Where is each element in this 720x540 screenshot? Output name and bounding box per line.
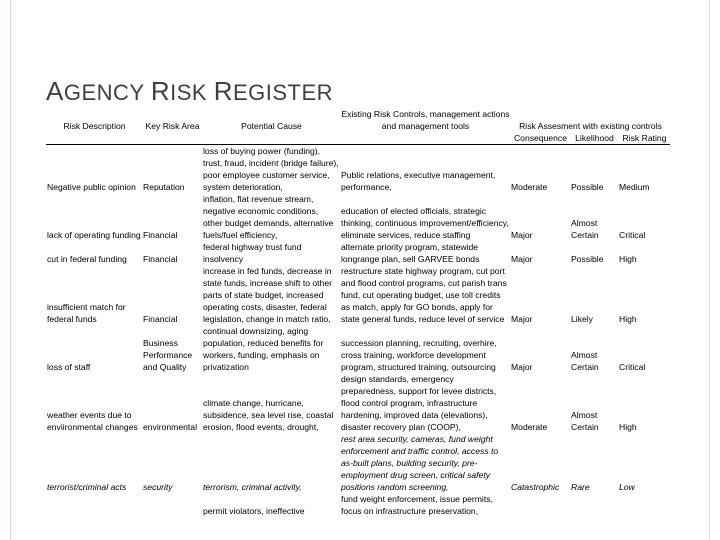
header-risk-rating: Risk Rating: [618, 132, 670, 145]
cell-risk-rating: [618, 493, 670, 517]
table-row: [46, 265, 670, 325]
cell-likelihood: Possible: [571, 254, 604, 264]
cell-existing-controls: alternate priority program, statewide longrange plan, sell GARVEE bonds: [341, 242, 480, 264]
cell-likelihood: Rare: [571, 482, 590, 492]
cell-risk-description: cut in federal funding: [47, 254, 127, 264]
table-row: [46, 433, 670, 493]
header-consequence: Consequence: [510, 132, 570, 145]
cell-likelihood: [570, 493, 618, 517]
cell-risk-description: lack of operating funding: [47, 230, 141, 240]
cell-risk-description: loss of staff: [47, 362, 91, 372]
cell-existing-controls: design standards, emergency preparedness, support for levee districts, flood control program, infrastructure hardening, improved data (elevations), disaster recovery plan (COOP),: [341, 374, 497, 432]
cell-potential-cause: climate change, hurricane, subsidence, sea level rise, coastal erosion, flood events, drought,: [203, 398, 334, 432]
cell-potential-cause: federal highway trust fund insolvency: [203, 242, 302, 264]
cell-consequence: Catastrophic: [511, 482, 560, 492]
table-row: [46, 145, 670, 194]
slide-frame-left: [10, 0, 11, 540]
cell-key-risk-area: environmental: [143, 422, 197, 432]
cell-existing-controls: restructure state highway program, cut port and flood control programs, cut parish trans fund, cut operating budget, use toll credits as match, apply for GO bonds, apply for state general funds, reduce level of service: [341, 266, 507, 324]
cell-existing-controls: fund weight enforcement, issue permits, focus on infrastructure preservation,: [341, 494, 493, 516]
cell-potential-cause: increase in fed funds, decrease in state funds, increase shift to other parts of state budget, increased operating costs, disaster, federal legislation, change in match ratio,: [203, 266, 332, 324]
cell-potential-cause: inflation, flat revenue stream, negative economic conditions, other budget demands, alternative fuels/fuel efficiency,: [203, 194, 334, 240]
cell-risk-rating: High: [619, 314, 637, 324]
header-risk-description: Risk Description: [63, 121, 126, 131]
cell-key-risk-area: Financial: [143, 314, 178, 324]
header-existing-controls: Existing Risk Controls, management actions and management tools: [341, 109, 510, 131]
risk-register-table: [46, 108, 670, 517]
cell-risk-rating: Medium: [619, 182, 650, 192]
table-row: [46, 193, 670, 241]
cell-risk-description: weather events due to enviironmental changes: [47, 410, 138, 432]
cell-risk-rating: High: [619, 422, 637, 432]
cell-existing-controls: rest area security, cameras, fund weight enforcement and traffic control, access to as-built plans, building security, pre-employment drug screen, critical safety positions random screening,: [341, 434, 499, 492]
cell-risk-description: insufficient match for federal funds: [47, 302, 126, 324]
page-title: AGENCY RISK REGISTER: [46, 76, 334, 106]
cell-risk-rating: High: [619, 254, 637, 264]
cell-potential-cause: terrorism, criminal activity,: [203, 482, 302, 492]
header-likelihood: Likelihood: [570, 132, 618, 145]
cell-consequence: [510, 493, 570, 517]
table-header: [46, 108, 670, 145]
cell-likelihood: Almost Certain: [571, 218, 599, 240]
cell-key-risk-area: Financial: [143, 230, 178, 240]
cell-key-risk-area: security: [143, 482, 173, 492]
cell-key-risk-area: [142, 493, 202, 517]
cell-key-risk-area: Financial: [143, 254, 178, 264]
cell-key-risk-area: Business Performance and Quality: [143, 338, 193, 372]
cell-key-risk-area: Reputation: [143, 182, 185, 192]
slide-frame-right: [709, 0, 710, 540]
risk-register-table-wrap: [46, 108, 670, 540]
cell-existing-controls: education of elected officials, strategic thinking, continuous improvement/efficiency, eliminate services, reduce staffing: [341, 206, 509, 240]
cell-likelihood: Possible: [571, 182, 604, 192]
cell-risk-rating: Low: [619, 482, 635, 492]
cell-consequence: Moderate: [511, 422, 548, 432]
header-key-risk-area: Key Risk Area: [145, 121, 200, 131]
table-row: [46, 373, 670, 433]
cell-potential-cause: permit violators, ineffective: [203, 506, 305, 516]
cell-existing-controls: succession planning, recruiting, overhire, cross training, workforce development program, structured training, outsourcing: [341, 338, 497, 372]
table-body: [46, 145, 670, 518]
cell-likelihood: Almost Certain: [571, 410, 599, 432]
cell-risk-description: terrorist/criminal acts: [47, 482, 127, 492]
cell-consequence: Major: [511, 230, 533, 240]
cell-risk-description: [46, 493, 142, 517]
cell-consequence: Major: [511, 362, 533, 372]
cell-likelihood: Almost Certain: [571, 350, 599, 372]
cell-existing-controls: Public relations, executive management, performance,: [341, 170, 496, 192]
header-risk-assessment: Risk Assesment with existing controls: [519, 121, 662, 131]
cell-consequence: Moderate: [511, 182, 548, 192]
cell-risk-rating: Critical: [619, 362, 646, 372]
slide-frame-top: [10, 0, 710, 8]
cell-risk-description: Negative public opinion: [47, 182, 136, 192]
cell-risk-rating: Critical: [619, 230, 646, 240]
cell-likelihood: Likely: [571, 314, 593, 324]
cell-consequence: Major: [511, 314, 533, 324]
table-row: [46, 241, 670, 265]
table-row: [46, 493, 670, 517]
table-row: [46, 325, 670, 373]
cell-consequence: Major: [511, 254, 533, 264]
cell-potential-cause: continual downsizing, aging population, reduced benefits for workers, funding, emphasis on privatization: [203, 326, 324, 372]
header-potential-cause: Potential Cause: [241, 121, 302, 131]
cell-potential-cause: loss of buying power (funding), trust, fraud, incident (bridge failure), poor employee customer service, system deterioration,: [203, 146, 339, 192]
